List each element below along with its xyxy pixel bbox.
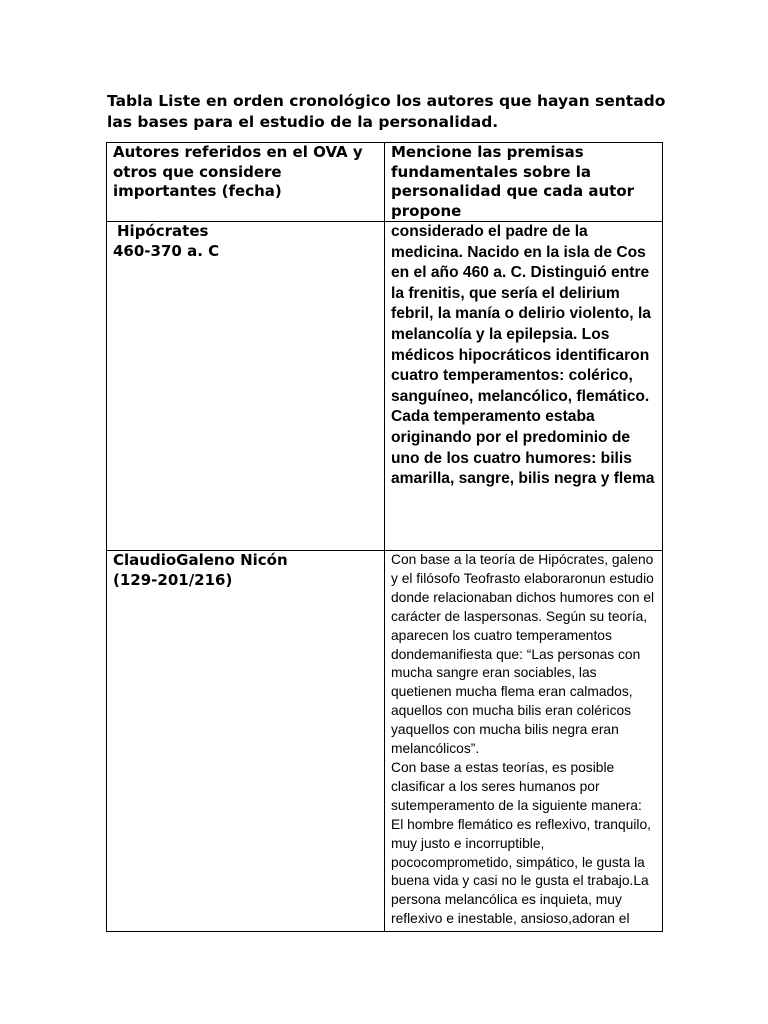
header-premises: Mencione las premisas fundamentales sobre la personalidad que cada autor propone (385, 143, 663, 222)
author-date: (129-201/216) (113, 570, 233, 589)
author-name: Hipócrates (117, 222, 209, 240)
table-row (107, 551, 663, 932)
document-title: Tabla Liste en orden cronológico los autores que hayan sentado las bases para el estudio de la personalidad. (107, 92, 666, 131)
table-row (107, 222, 663, 551)
premise-paragraph: Con base a estas teorías, es posible clasificar a los seres humanos por sutemperamento de la siguiente manera: El hombre flemático es reflexivo, tranquilo, muy justo e incorruptible, pococomprometido, simpático, le gusta la buena vida y casi no le gusta el trabajo.La persona melancólica es inquieta, muy reflexivo e inestable, ansioso,adoran el (391, 759, 651, 927)
author-cell (107, 551, 385, 932)
authors-table (106, 142, 663, 932)
author-cell (107, 222, 385, 551)
header-authors: Autores referidos en el OVA y otros que considere importantes (fecha) (107, 143, 385, 222)
premise-cell (385, 551, 663, 932)
table-header-row (107, 143, 663, 222)
premise-paragraph: Con base a la teoría de Hipócrates, galeno y el filósofo Teofrasto elaboraronun estudio donde relacionaban dichos humores con el carácter de laspersonas. Según su teoría, aparecen los cuatro temperamentos dondemanifiesta que: “Las personas con mucha sangre eran sociables, las quetienen mucha flema eran calmados, aquellos con mucha bilis eran coléricos yaquellos con mucha bilis negra eran melancólicos”. (391, 552, 655, 757)
author-date: 460-370 a. C (113, 241, 220, 260)
premise-cell: considerado el padre de la medicina. Nacido en la isla de Cos en el año 460 a. C. Distinguió entre la frenitis, que sería el delirium febril, la manía o delirio violento, la melancolía y la epilepsia. Los médicos hipocráticos identificaron cuatro temperamentos: colérico, sanguíneo, melancólico, flemático. Cada temperamento estaba originando por el predominio de uno de los cuatro humores: bilis amarilla, sangre, bilis negra y flema (385, 222, 663, 551)
author-name: ClaudioGaleno Nicón (113, 551, 288, 569)
